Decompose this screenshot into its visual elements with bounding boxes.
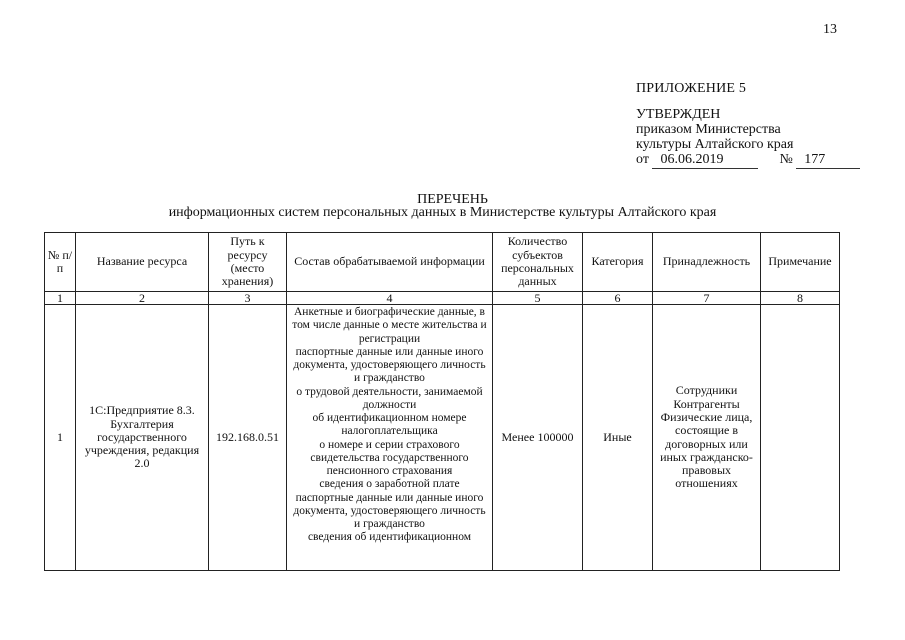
header-row (45, 233, 840, 292)
column-number: 6 (583, 292, 653, 305)
column-number: 4 (287, 292, 493, 305)
header-cell: Название ресурса (76, 233, 209, 292)
column-number: 1 (45, 292, 76, 305)
row-number: 1 (45, 305, 76, 571)
resource-name: 1С:Предприятие 8.3. Бухгалтерия государственного учреждения, редакция 2.0 (76, 305, 209, 571)
composition-item: об идентификационном номере налогоплательщика (312, 412, 467, 438)
column-number: 2 (76, 292, 209, 305)
column-number: 3 (209, 292, 287, 305)
approval-line-1: приказом Министерства (636, 122, 781, 137)
header-cell: Количество субъектов персональных данных (493, 233, 583, 292)
table-row (45, 305, 840, 571)
note (761, 305, 840, 571)
column-number: 5 (493, 292, 583, 305)
header-cell: № п/п (45, 233, 76, 292)
appendix-label: ПРИЛОЖЕНИЕ 5 (636, 81, 747, 96)
header-cell: Категория (583, 233, 653, 292)
column-number: 7 (653, 292, 761, 305)
composition-item: сведения об идентификационном (307, 531, 472, 544)
header-cell: Путь к ресурсу (место хранения) (209, 233, 287, 292)
subjects-count: Менее 100000 (493, 305, 583, 571)
ownership-item: Физические лица, состоящие в договорных или иных гражданско-правовых отношениях (660, 409, 753, 491)
header-cell: Состав обрабатываемой информации (287, 233, 493, 292)
ownership-item: Сотрудники (675, 383, 738, 398)
registry-table (44, 232, 840, 571)
resource-path: 192.168.0.51 (209, 305, 287, 571)
approval-title: УТВЕРЖДЕН (636, 107, 721, 122)
ownership (653, 305, 761, 571)
column-number: 8 (761, 292, 840, 305)
composition-item: Анкетные и биографические данные, в том числе данные о месте жительства и регистрации (292, 306, 487, 345)
composition-item: о номере и серии страхового свидетельства государственного пенсионного страхования (310, 438, 469, 477)
header-cell: Примечание (761, 233, 840, 292)
composition-item: сведения о заработной плате (319, 478, 460, 491)
document-title: ПЕРЕЧЕНЬ (417, 192, 488, 207)
composition-item: паспортные данные или данные иного документа, удостоверяющего личность и гражданство (293, 491, 486, 530)
approval-line-2: культуры Алтайского края (636, 137, 794, 152)
composition-item: о трудовой деятельности, занимаемой должности (296, 385, 483, 411)
approval-block (636, 107, 793, 152)
information-composition (287, 305, 493, 571)
order-line (636, 152, 860, 169)
ownership-item: Контрагенты (673, 396, 740, 411)
header-cell: Принадлежность (653, 233, 761, 292)
page-number: 13 (823, 22, 837, 37)
date-prefix: от (636, 152, 649, 167)
order-number: 177 (796, 152, 860, 169)
column-number-row (45, 292, 840, 305)
document-subtitle: информационных систем персональных данных в Министерстве культуры Алтайского края (168, 205, 717, 220)
order-date: 06.06.2019 (652, 152, 758, 169)
category: Иные (583, 305, 653, 571)
composition-item: паспортные данные или данные иного документа, удостоверяющего личность и гражданство (293, 345, 486, 385)
number-prefix: № (779, 152, 793, 167)
